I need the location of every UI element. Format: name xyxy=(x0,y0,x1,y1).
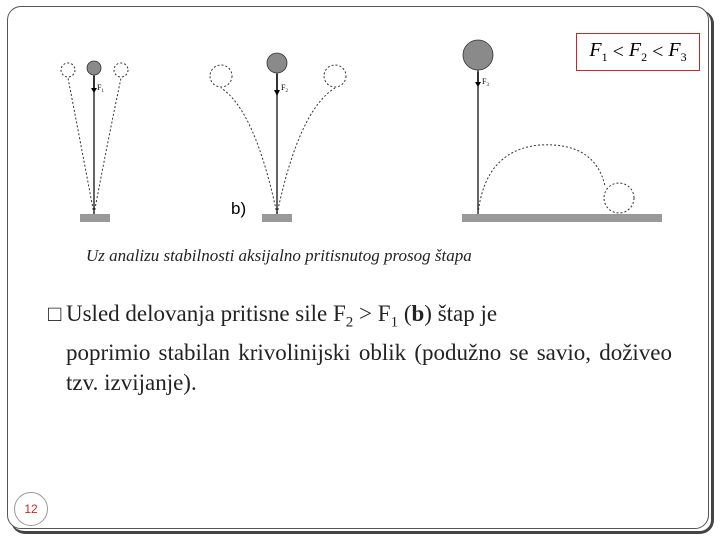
force-label-c: $F_3$ xyxy=(482,77,489,88)
ground-a xyxy=(80,214,110,222)
deflected-curve-b-left xyxy=(221,88,277,214)
ghost-ball-c xyxy=(604,183,634,213)
page-number-badge xyxy=(14,492,48,526)
page-number: 12 xyxy=(24,502,38,516)
ghost-ball-a-left xyxy=(61,63,75,77)
ground-b xyxy=(262,214,292,222)
paragraph-line-1: Usled delovanja pritisne sile $F_2 > F_1$ (b) štap je xyxy=(66,301,498,331)
force-label-a: $F_1$ xyxy=(97,83,104,94)
formula-f2: $F_2$ xyxy=(628,39,648,64)
force-label-b: $F_2$ xyxy=(281,83,288,94)
force-inequality-box xyxy=(576,33,700,71)
panel-a xyxy=(61,61,128,222)
load-ball-a xyxy=(87,61,101,75)
square-bullet-icon: □ xyxy=(48,301,62,326)
panel-b xyxy=(210,53,346,222)
formula-lt-1: < xyxy=(612,40,624,63)
ground-c xyxy=(462,214,662,222)
arrowhead-c xyxy=(475,82,481,87)
deflected-curve-b-right xyxy=(277,88,335,214)
panel-b-label: b) xyxy=(231,199,247,218)
ghost-ball-a-right xyxy=(114,63,128,77)
ghost-ball-b-left xyxy=(210,65,232,87)
formula-f3: $F_3$ xyxy=(668,39,687,64)
deflected-curve-a-right xyxy=(94,78,121,214)
bullet-paragraph xyxy=(48,299,672,398)
formula-f1: $F_1$ xyxy=(589,39,608,64)
deflected-curve-c xyxy=(478,145,605,214)
paragraph-rest: poprimio stabilan krivolinijski oblik (podužno se savio, doživeo tzv. izvijanje). xyxy=(66,339,672,395)
figure-caption: Uz analizu stabilnosti aksijalno pritisnutog prosog štapa xyxy=(86,246,472,265)
load-ball-b xyxy=(267,53,287,73)
ghost-ball-b-right xyxy=(324,65,346,87)
deflected-curve-a-left xyxy=(68,78,94,214)
load-ball-c xyxy=(463,40,493,70)
formula-lt-2: < xyxy=(652,40,664,63)
arrowhead-b xyxy=(274,90,280,96)
